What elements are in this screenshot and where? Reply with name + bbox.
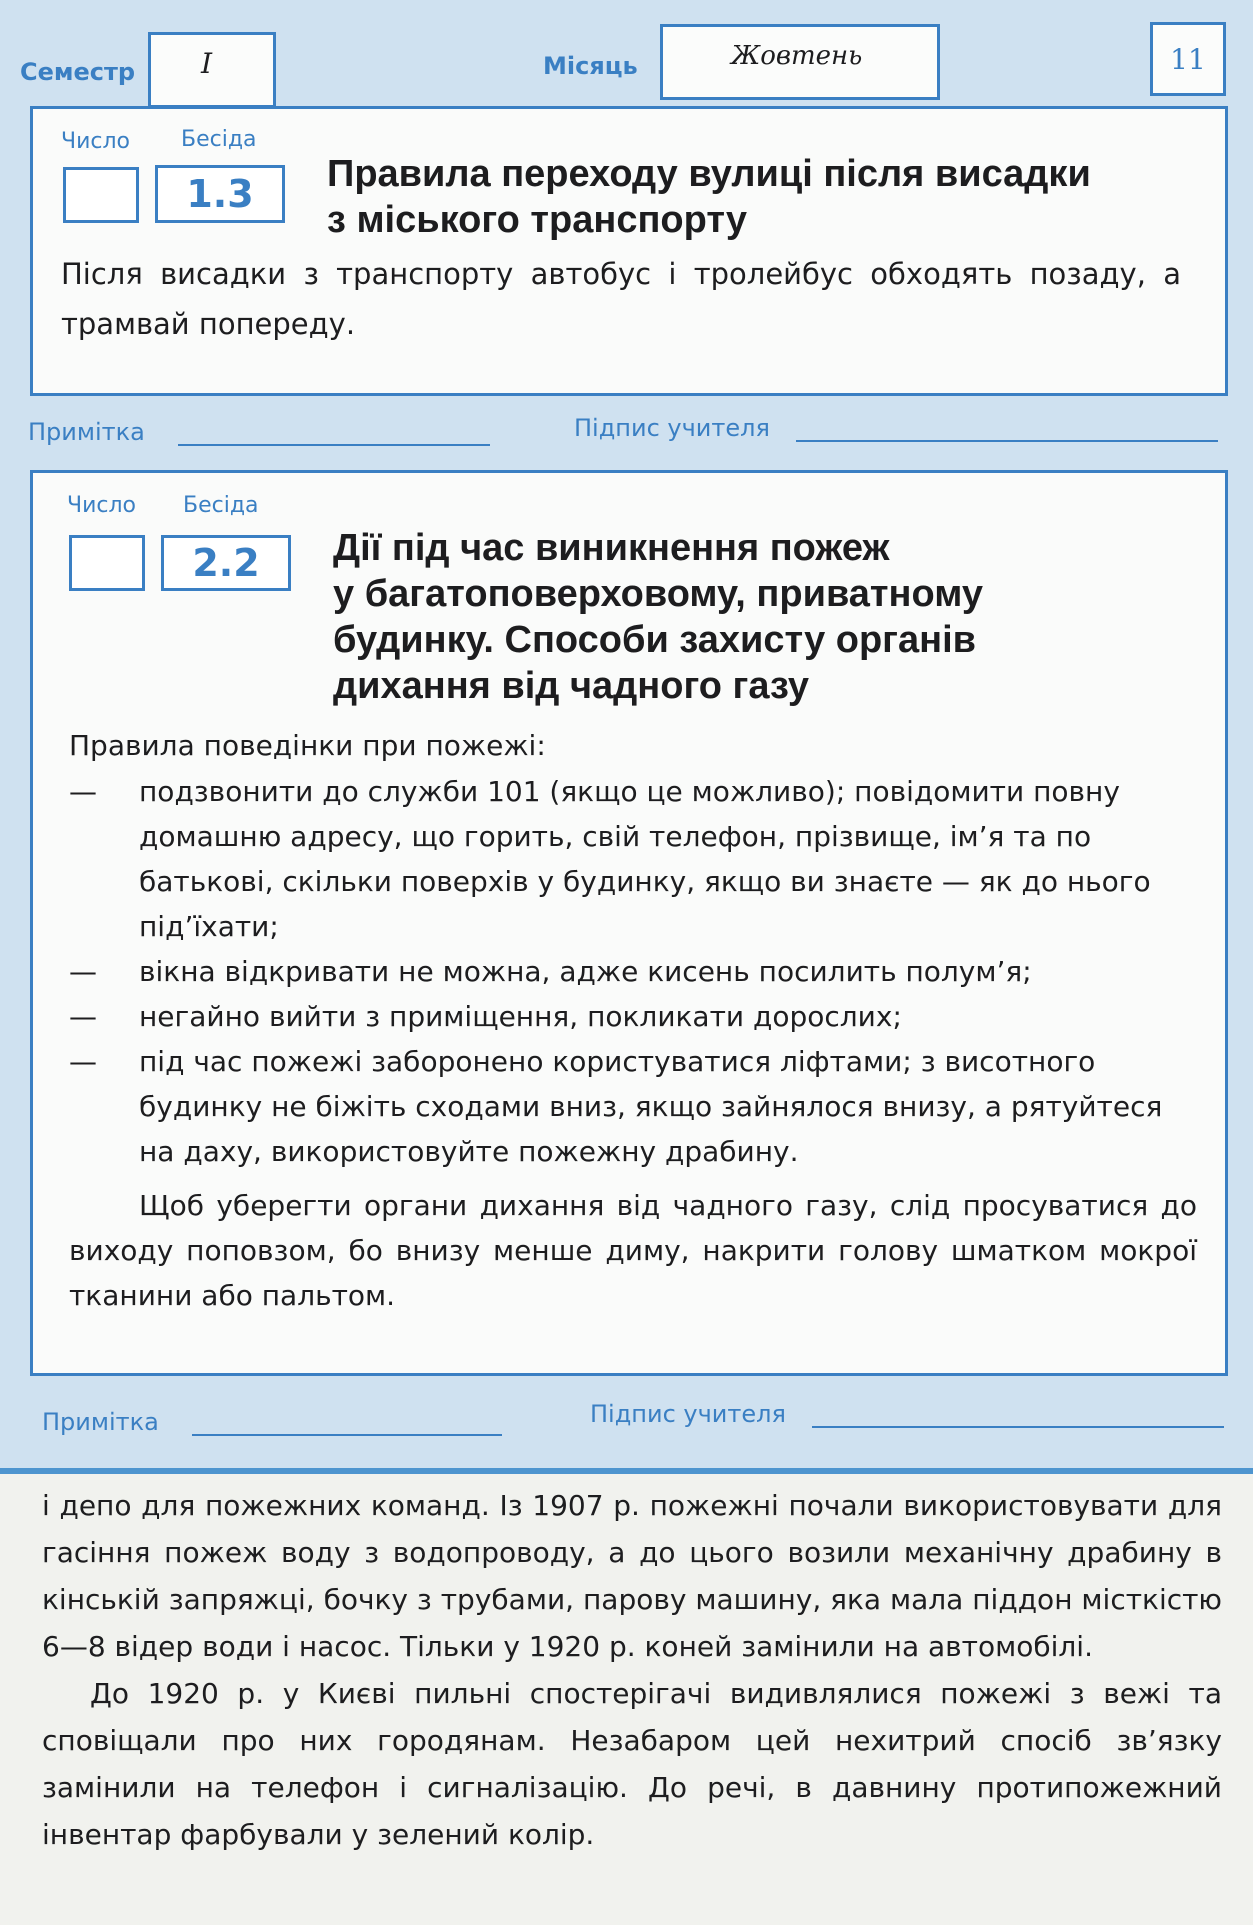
date-field[interactable]	[69, 535, 145, 591]
signature-line[interactable]	[812, 1426, 1224, 1428]
talk-label: Бесіда	[181, 127, 257, 152]
note-label: Примітка	[42, 1408, 159, 1436]
blue-divider	[0, 1468, 1253, 1474]
date-field[interactable]	[63, 167, 139, 223]
signature-label: Підпис учителя	[574, 414, 770, 442]
dash-marker: —	[69, 1045, 97, 1078]
closing-paragraph: Щоб уберегти органи дихання від чадного газу, слід просуватися до виходу поповзом, бо внизу менше диму, накрити голову шматком мокрої тканини або пальтом.	[69, 1189, 1197, 1312]
talk-label: Бесіда	[183, 493, 259, 518]
list-item: — під час пожежі заборонено користуватися ліфтами; з висотного будинку не біжіть сходами вниз, якщо зайнялося внизу, а рятуйтеся на даху, використовуйте пожежну драбину.	[69, 1039, 1197, 1174]
page-number-box	[1150, 22, 1226, 96]
dash-marker: —	[69, 775, 97, 808]
lesson-body: Після висадки з транспорту автобус і тролейбус обходять позаду, а трамвай попереду.	[61, 257, 1181, 341]
dash-marker: —	[69, 955, 97, 988]
signature-line[interactable]	[796, 440, 1218, 442]
list-item: — негайно вийти з приміщення, покликати дорослих;	[69, 994, 1197, 1039]
list-item: — подзвонити до служби 101 (якщо це можливо); повідомити повну домашню адресу, що горить, свій телефон, прізвище, ім’я та по батькові, скільки поверхів у будинку, якщо ви знаєте — як до нього під’їхати;	[69, 769, 1197, 949]
lesson-card-1	[30, 106, 1228, 396]
date-label: Число	[61, 129, 130, 154]
semester-value: І	[201, 47, 213, 80]
note-label: Примітка	[28, 418, 145, 446]
note-line[interactable]	[178, 444, 490, 446]
semester-field[interactable]	[148, 32, 276, 108]
lesson-code: 2.2	[161, 535, 291, 591]
date-label: Число	[67, 493, 136, 518]
paragraph: і депо для пожежних команд. Із 1907 р. пожежні почали використовувати для гасіння пожеж воду з водопроводу, а до цього возили механічну драбину в кінській запряжці, бочку з трубами, парову машину, яка мала піддон місткістю 6—8 відер води і насос. Тільки у 1920 р. коней замінили на автомобілі.	[42, 1489, 1222, 1663]
dash-marker: —	[69, 1000, 97, 1033]
lesson-title: Правила переходу вулиці після висадки з міського транспорту	[327, 153, 1091, 241]
lesson-title: Дії під час виникнення пожеж у багатоповерховому, приватному будинку. Способи захисту органів дихання від чадного газу	[333, 527, 983, 707]
note-line[interactable]	[192, 1434, 502, 1436]
month-field[interactable]	[660, 24, 940, 100]
month-value: Жовтень	[731, 41, 863, 71]
lesson-card-2	[30, 470, 1228, 1376]
list-item: — вікна відкривати не можна, адже кисень посилить полум’я;	[69, 949, 1197, 994]
semester-label: Семестр	[20, 58, 136, 86]
lesson-code: 1.3	[155, 165, 285, 223]
rules-intro: Правила поведінки при пожежі:	[69, 729, 546, 762]
book-text	[42, 1482, 1222, 1858]
signature-label: Підпис учителя	[590, 1400, 786, 1428]
page-number: 11	[1170, 43, 1206, 76]
month-label: Місяць	[543, 52, 638, 80]
paragraph: До 1920 р. у Києві пильні спостерігачі видивлялися пожежі з вежі та сповіщали про них городянам. Незабаром цей нехитрий спосіб зв’язку замінили на телефон і сигналізацію. До речі, в давнину протипожежний інвентар фарбували у зелений колір.	[42, 1677, 1222, 1851]
rules-list	[69, 769, 1197, 1174]
